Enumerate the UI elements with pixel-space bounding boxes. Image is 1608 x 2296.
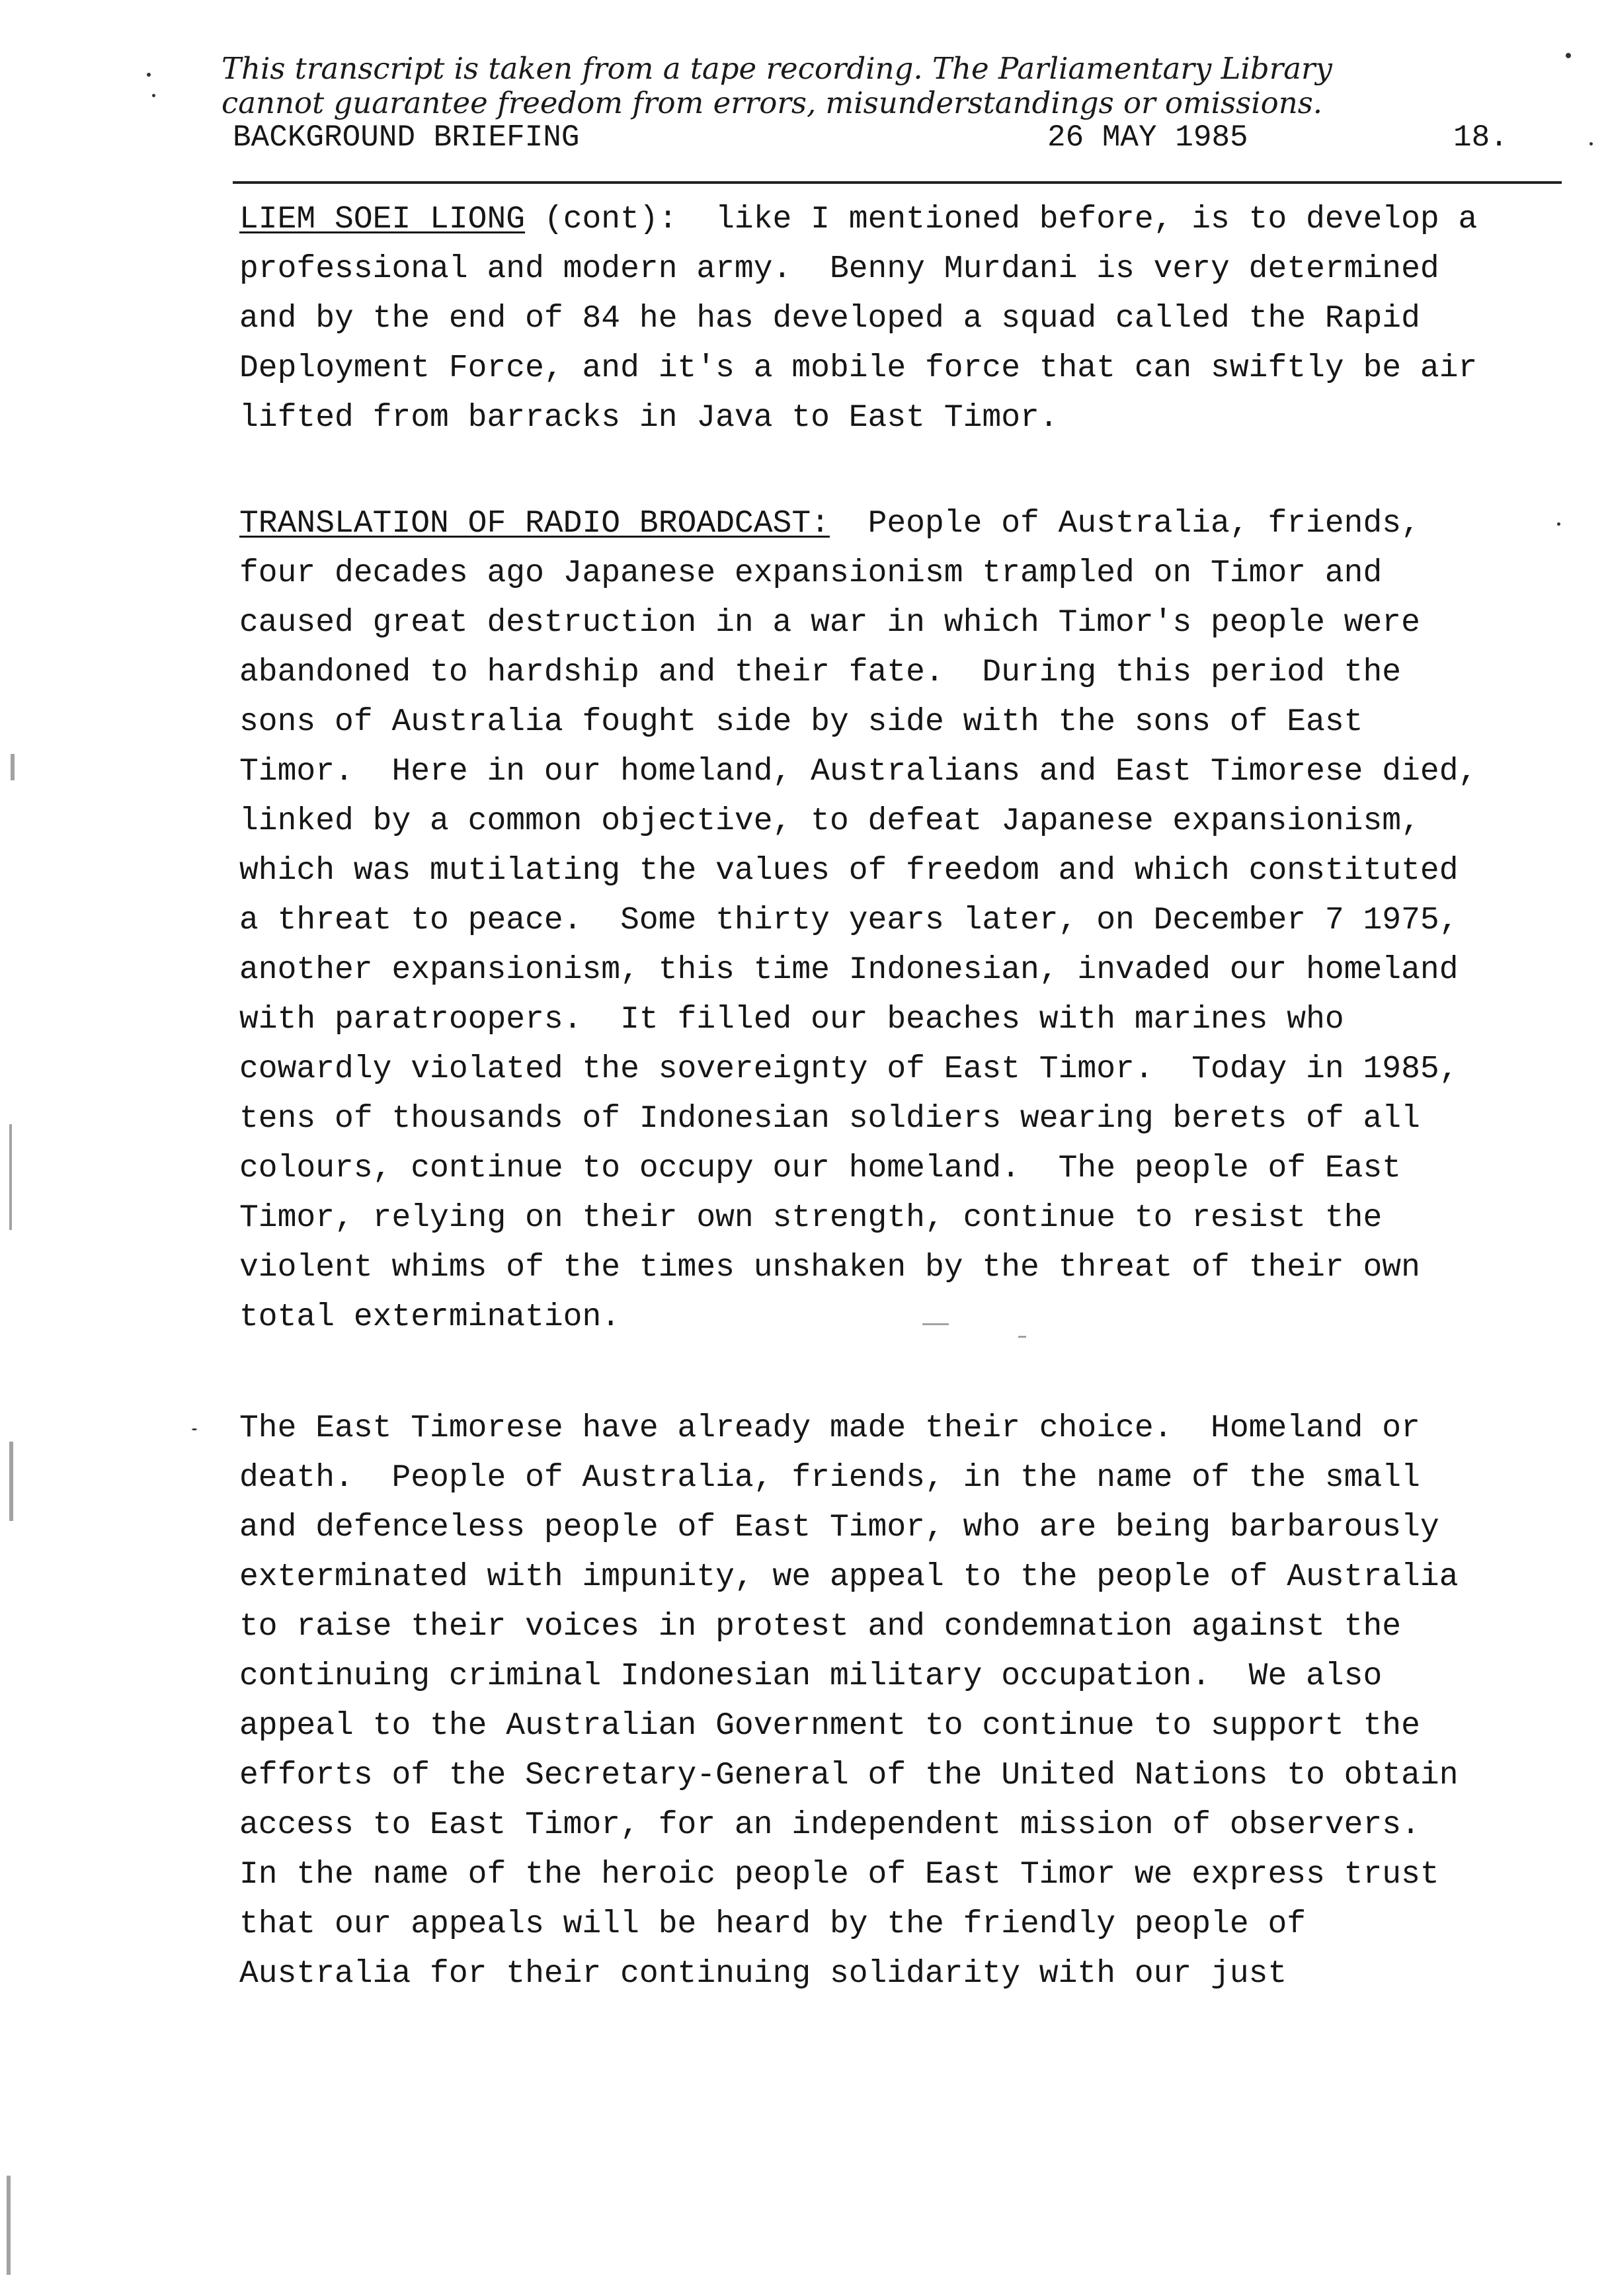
paragraph-line: that our appeals will be heard by the friendly people of <box>239 1906 1306 1942</box>
paragraph-line: efforts of the Secretary-General of the United Nations to obtain <box>239 1758 1459 1793</box>
scan-speck <box>1589 142 1593 145</box>
speaker-name: TRANSLATION OF RADIO BROADCAST: <box>239 506 830 542</box>
paragraph-liem-soei-liong <box>239 195 1588 443</box>
paragraph-line: another expansionism, this time Indonesian, invaded our homeland <box>239 952 1459 988</box>
page-number: 18. <box>1453 120 1508 155</box>
program-title: BACKGROUND BRIEFING <box>233 120 580 155</box>
scan-mark <box>9 1124 12 1230</box>
paragraph-line: which was mutilating the values of freedom and which constituted <box>239 853 1459 889</box>
paragraph-line: total extermination. <box>239 1299 621 1335</box>
paragraph-line <box>239 195 1588 245</box>
paragraph-appeal <box>239 1404 1588 1999</box>
paragraph-line: sons of Australia fought side by side with the sons of East <box>239 704 1363 740</box>
paragraph-line: exterminated with impunity, we appeal to the people of Australia <box>239 1559 1459 1595</box>
paragraph-line: a threat to peace. Some thirty years later, on December 7 1975, <box>239 903 1459 938</box>
paragraph-line: death. People of Australia, friends, in the name of the small <box>239 1460 1420 1496</box>
paragraph-line: caused great destruction in a war in which Timor's people were <box>239 605 1420 641</box>
speaker-name: LIEM SOEI LIONG <box>239 202 526 237</box>
paragraph-line: Timor, relying on their own strength, continue to resist the <box>239 1200 1383 1236</box>
paragraph-line: access to East Timor, for an independent mission of observers. <box>239 1807 1420 1843</box>
paragraph-line: violent whims of the times unshaken by the threat of their own <box>239 1250 1420 1286</box>
scan-speck <box>152 94 155 97</box>
paragraph-line: professional and modern army. Benny Murdani is very determined <box>239 251 1439 287</box>
scan-mark <box>922 1323 949 1325</box>
paragraph-line: continuing criminal Indonesian military occupation. We also <box>239 1659 1383 1694</box>
paragraph-line: cowardly violated the sovereignty of East Timor. Today in 1985, <box>239 1051 1459 1087</box>
paragraph-line: to raise their voices in protest and condemnation against the <box>239 1609 1402 1645</box>
paragraph-line: The East Timorese have already made their choice. Homeland or <box>239 1411 1420 1446</box>
paragraph-line: with paratroopers. It filled our beaches with marines who <box>239 1002 1344 1038</box>
paragraph-line: abandoned to hardship and their fate. During this period the <box>239 655 1402 690</box>
paragraph-line: colours, continue to occupy our homeland. The people of East <box>239 1151 1402 1186</box>
disclaimer-line-1: This transcript is taken from a tape recording. The Parliamentary Library <box>221 51 1332 86</box>
paragraph-line: and by the end of 84 he has developed a squad called the Rapid <box>239 301 1420 337</box>
paragraph-line: Timor. Here in our homeland, Australians and East Timorese died, <box>239 754 1478 790</box>
scan-mark <box>1018 1336 1026 1338</box>
scan-mark <box>11 754 15 780</box>
scan-mark <box>9 1442 13 1521</box>
paragraph-line: Australia for their continuing solidarity with our just <box>239 1956 1287 1992</box>
paragraph-line: linked by a common objective, to defeat Japanese expansionism, <box>239 803 1420 839</box>
disclaimer-line-2: cannot guarantee freedom from errors, misunderstandings or omissions. <box>221 85 1323 120</box>
paragraph-line: In the name of the heroic people of East Timor we express trust <box>239 1857 1439 1893</box>
paragraph-radio-broadcast <box>239 499 1588 1342</box>
scan-speck <box>147 73 151 77</box>
header-rule <box>233 181 1562 184</box>
speaker-continuation: (cont): like I mentioned before, is to develop a <box>525 202 1478 237</box>
paragraph-line: lifted from barracks in Java to East Timor. <box>239 400 1059 436</box>
scan-speck <box>1566 53 1571 58</box>
scan-speck <box>1557 522 1560 526</box>
scan-speck <box>192 1428 197 1430</box>
broadcast-date: 26 MAY 1985 <box>1047 120 1248 155</box>
disclaimer-note <box>221 52 1544 120</box>
paragraph-line: four decades ago Japanese expansionism trampled on Timor and <box>239 555 1383 591</box>
paragraph-line: tens of thousands of Indonesian soldiers wearing berets of all <box>239 1101 1420 1137</box>
paragraph-line: appeal to the Australian Government to continue to support the <box>239 1708 1420 1744</box>
speaker-continuation: People of Australia, friends, <box>829 506 1420 542</box>
paragraph-line <box>239 499 1588 549</box>
paragraph-line: and defenceless people of East Timor, who are being barbarously <box>239 1510 1439 1545</box>
paragraph-line: Deployment Force, and it's a mobile force that can swiftly be air <box>239 350 1478 386</box>
page-header <box>0 119 1608 159</box>
scan-mark <box>7 2176 11 2275</box>
